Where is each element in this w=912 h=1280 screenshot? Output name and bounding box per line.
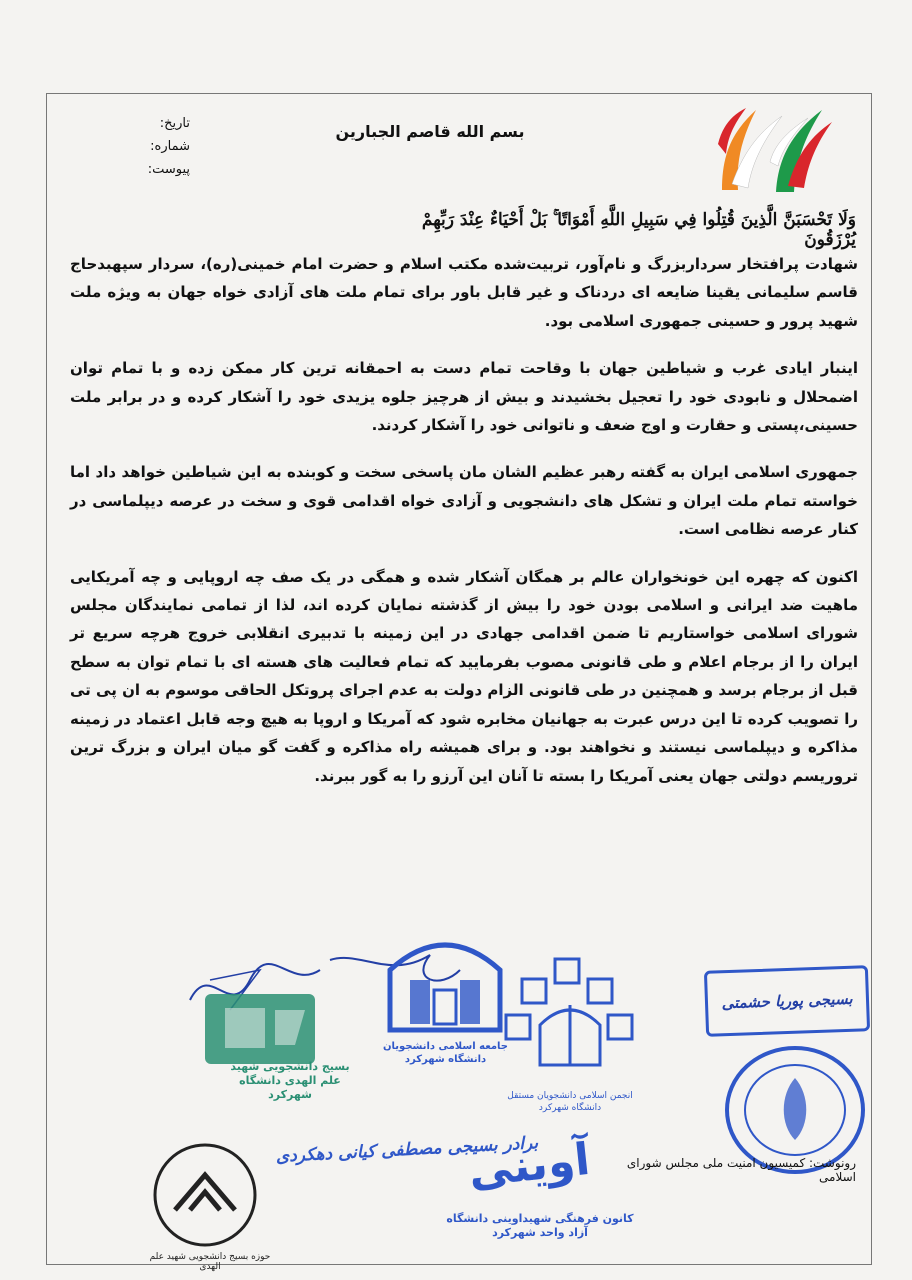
paragraph-2: اینبار ایادی غرب و شیاطین جهان با وقاحت تمام دست به احمقانه ترین کار ممکن زده و با تمام توان اضمحلال و نابودی خود را تعجیل بخشیدند و بیش از هرچیز جلوه یزیدی خود را آشکار کرده و در برابر ملت حسینی،پستی و حقارت و اوج ضعف و ناتوانی خود را آشکار کردند. <box>70 359 858 435</box>
awini-logo-stamp: آوینی <box>466 1133 593 1198</box>
basij-stamp-text: بسیج دانشجویی شهید علم الهدی دانشگاه شهرکرد <box>230 1060 350 1101</box>
islamic-association-stamp <box>500 955 640 1090</box>
paragraph-4: اکنون که چهره این خونخواران عالم بر همگان آشکار شده و همگی در یک صف چه اروپایی و چه آمریکایی ماهیت ضد ایرانی و اسلامی بودن خود را بیش از گذشته نمایان کرده اند، لذا از تمامی نمایندگان مجلس شورای اسلامی خواستاریم تا ضمن اقدامی جهادی در این زمینه با تدبیری انقلابی خروج هرچه سریع تر ایران را از برجام اعلام و طی قانونی مصوب بفرمایید که تمام فعالیت های هسته ای با تمام توان به سطح قبل از برجام برسد و همچنین در طی قانونی الزام دولت به عدم اجرای پروتکل الحاقی موسوم به ان پی تی را تصویب کرده تا این درس عبرت به جهانیان مخابره شود که آمریکا و اروپا به هیچ وجه قابل اعتماد در زمینه مذاکره و دیپلماسی نیستند و نخواهند بود. و برای همیشه راه مذاکره و گفت گو میان ایران و بزرگ ترین تروریسم دولتی جهان یعنی آمریکا را بسته تا آنان این آرزو را به گور ببرند. <box>70 567 858 785</box>
mostafa-signature: برادر بسیجی مصطفی کیانی دهکردی <box>275 1133 539 1167</box>
islamic-association-stamp-text: انجمن اسلامی دانشجویان مستقل دانشگاه شهرکرد <box>507 1091 633 1113</box>
basij-network-stamp <box>150 1140 260 1250</box>
quran-verse: وَلَا تَحْسَبَنَّ الَّذِينَ قُتِلُوا فِي سَبِيلِ اللَّهِ أَمْوَاتًا ۚ بَلْ أَحْيَاءٌ عِنْدَ رَبِّهِمْ يُرْزَقُونَ <box>421 210 856 250</box>
islamic-society-stamp-text: جامعه اسلامی دانشجویان دانشگاه شهرکرد <box>383 1041 508 1065</box>
bismillah-title: بسم الله قاصم الجبارین <box>335 122 525 141</box>
letter-meta <box>110 112 190 181</box>
pouria-signature: بسیجی پوریا حشمتی <box>704 965 870 1037</box>
cc-line: رونوشت: کمیسیون امنیت ملی مجلس شورای اسلامی <box>626 1156 856 1184</box>
flag-logo <box>712 104 836 196</box>
cultural-center-stamp-text: کانون فرهنگی شهیداوینی دانشگاه آزاد واحد شهرکرد <box>446 1212 634 1239</box>
letter-body <box>70 250 858 809</box>
number-label: شماره: <box>150 139 190 154</box>
paragraph-3: جمهوری اسلامی ایران به گفته رهبر عظیم الشان مان پاسخی سخت و کوبنده به این شیاطین خواهد داد اما خواسته تمام ملت ایران و تشکل های دانشجویی و آزادی خواه اقدامی قوی و سخت در عرصه دیپلماسی در کنار عرصه نظامی است. <box>70 463 858 539</box>
date-label: تاریخ: <box>159 116 190 131</box>
basij-network-stamp-text: حوزه بسیج دانشجویی شهید علم الهدی <box>149 1252 271 1272</box>
paragraph-1: شهادت پرافتخار سرداربزرگ و نام‌آور، تربیت‌شده مکتب اسلام و حضرت امام خمینی(ره)، سردار سپهبدحاج قاسم سلیمانی یقینا ضایعه ای دردناک و غیر قابل باور برای تمام ملت های آزادی خواه جهان به ویژه ملت شهید پرور و حسینی جمهوری اسلامی بود. <box>70 255 858 330</box>
attachment-label: پیوست: <box>147 162 190 177</box>
